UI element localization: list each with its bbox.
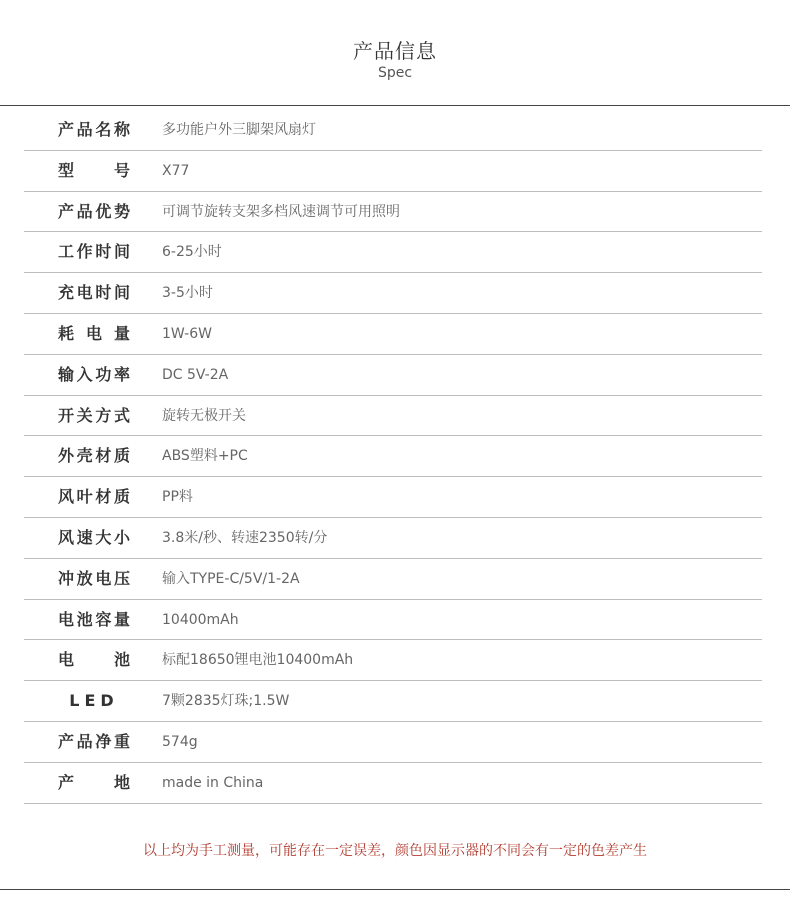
spec-value: 574g	[162, 733, 198, 750]
spec-value: 7颗2835灯珠;1.5W	[162, 693, 290, 710]
spec-label: 电池	[58, 650, 130, 670]
spec-row	[24, 600, 762, 641]
spec-value: 可调节旋转支架多档风速调节可用照明	[162, 203, 400, 220]
spec-row	[24, 273, 762, 314]
spec-value: 多功能户外三脚架风扇灯	[162, 122, 316, 138]
spec-row	[24, 518, 762, 559]
spec-row	[24, 396, 762, 437]
spec-row	[24, 681, 762, 722]
spec-label: 外壳材质	[58, 446, 130, 466]
spec-label: 型号	[58, 160, 130, 180]
spec-row	[24, 110, 762, 151]
page-subtitle: Spec	[377, 65, 413, 81]
spec-row	[24, 722, 762, 763]
spec-row	[24, 232, 762, 273]
spec-row	[24, 314, 762, 355]
spec-value: 3-5小时	[162, 285, 213, 302]
spec-label: 耗电量	[58, 323, 130, 343]
spec-label: 工作时间	[58, 242, 130, 262]
spec-table	[24, 110, 762, 804]
spec-value: 1W-6W	[162, 325, 212, 342]
spec-label: 电池容量	[58, 609, 130, 629]
spec-value: ABS塑料+PC	[162, 448, 248, 465]
spec-value: PP料	[162, 489, 193, 506]
spec-value: 标配18650锂电池10400mAh	[162, 652, 354, 669]
spec-label: 产品优势	[58, 201, 130, 221]
spec-value: 3.8米/秒、转速2350转/分	[162, 529, 328, 546]
spec-label: 产品净重	[58, 731, 130, 751]
page-title: 产品信息	[353, 39, 437, 63]
spec-row	[24, 192, 762, 233]
spec-label: 产地	[58, 772, 130, 792]
top-divider	[0, 105, 790, 106]
spec-value: 10400mAh	[162, 611, 239, 628]
spec-row	[24, 355, 762, 396]
bottom-divider	[0, 889, 790, 890]
spec-label: 开关方式	[58, 405, 130, 425]
spec-label: LED	[69, 691, 119, 711]
spec-value: 6-25小时	[162, 244, 222, 261]
spec-value: DC 5V-2A	[162, 366, 229, 383]
spec-row	[24, 436, 762, 477]
spec-row	[24, 477, 762, 518]
spec-label: 风速大小	[58, 527, 130, 547]
spec-label: 风叶材质	[58, 487, 130, 507]
spec-row	[24, 559, 762, 600]
spec-row	[24, 151, 762, 192]
spec-row	[24, 640, 762, 681]
spec-value: 输入TYPE-C/5V/1-2A	[162, 570, 300, 587]
spec-label: 冲放电压	[58, 568, 130, 588]
spec-value: X77	[162, 162, 190, 179]
spec-label: 输入功率	[58, 364, 130, 384]
spec-label: 充电时间	[58, 283, 130, 303]
spec-value: 旋转无极开关	[162, 407, 246, 424]
page-header	[0, 38, 790, 82]
spec-row	[24, 763, 762, 804]
spec-label: 产品名称	[58, 120, 130, 139]
spec-value: made in China	[162, 774, 264, 791]
measurement-note: 以上均为手工测量，可能存在一定误差，颜色因显示器的不同会有一定的色差产生	[143, 843, 647, 859]
